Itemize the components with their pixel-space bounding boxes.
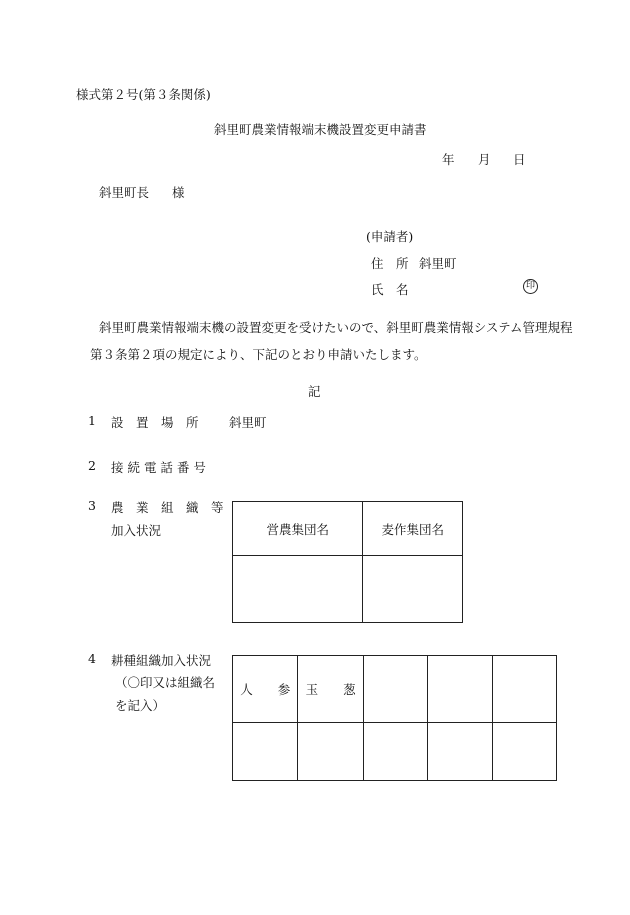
body-line-2: 第３条第２項の規定により、下記のとおり申請いたします。: [90, 347, 427, 362]
table-header-blank-3[interactable]: [492, 656, 556, 723]
date-day-label: 日: [513, 152, 526, 167]
item-2-label: 接 続 電 話 番 号: [111, 460, 206, 475]
table-header-einou: 営農集団名: [233, 502, 363, 556]
table-header-mugisaku: 麦作集団名: [363, 502, 463, 556]
ki-heading: 記: [308, 384, 321, 399]
item-1-number: 1: [88, 413, 96, 428]
table-cell-tamanegi-value[interactable]: [298, 723, 363, 781]
form-number: 様式第２号(第３条関係): [76, 87, 211, 102]
item-4-label-line-2: （〇印又は組織名: [115, 675, 216, 690]
applicant-address-label: 住 所: [371, 256, 409, 271]
table-header-tamanegi: 玉 葱: [298, 656, 363, 723]
addressee-honorific: 様: [172, 185, 185, 200]
document-title: 斜里町農業情報端末機設置変更申請書: [214, 122, 427, 137]
addressee-name: 斜里町長: [99, 185, 150, 200]
table-cell-einou-value[interactable]: [233, 556, 363, 623]
seal-mark-icon: 印: [523, 279, 538, 294]
item-3-number: 3: [88, 498, 96, 513]
applicant-address-value: 斜里町: [419, 256, 457, 271]
item-4-number: 4: [88, 651, 96, 666]
table-header-blank-1[interactable]: [363, 656, 427, 723]
item-3-label-line-2: 加入状況: [111, 523, 162, 538]
item-1-label: 設 置 場 所: [111, 415, 199, 430]
item-1-value: 斜里町: [229, 415, 267, 430]
table-cell-ninjin-value[interactable]: [233, 723, 298, 781]
item-4-label-line-3: を記入）: [115, 698, 166, 713]
table-cell-blank-2-value[interactable]: [428, 723, 492, 781]
table-cell-mugisaku-value[interactable]: [363, 556, 463, 623]
applicant-heading: (申請者): [366, 229, 414, 244]
table-cell-blank-3-value[interactable]: [492, 723, 556, 781]
table-header-ninjin: 人 参: [233, 656, 298, 723]
item-3-label-line-1: 農 業 組 織 等: [111, 500, 224, 515]
date-month-label: 月: [478, 152, 491, 167]
cultivation-table: [232, 655, 557, 781]
date-year-label: 年: [442, 152, 455, 167]
item-4-label-line-1: 耕種組織加入状況: [111, 653, 212, 668]
body-line-1: 斜里町農業情報端末機の設置変更を受けたいので、斜里町農業情報システム管理規程: [99, 320, 573, 335]
organization-table: [232, 501, 463, 623]
item-2-number: 2: [88, 458, 96, 473]
table-header-blank-2[interactable]: [428, 656, 492, 723]
table-cell-blank-1-value[interactable]: [363, 723, 427, 781]
applicant-name-label: 氏 名: [371, 282, 409, 297]
